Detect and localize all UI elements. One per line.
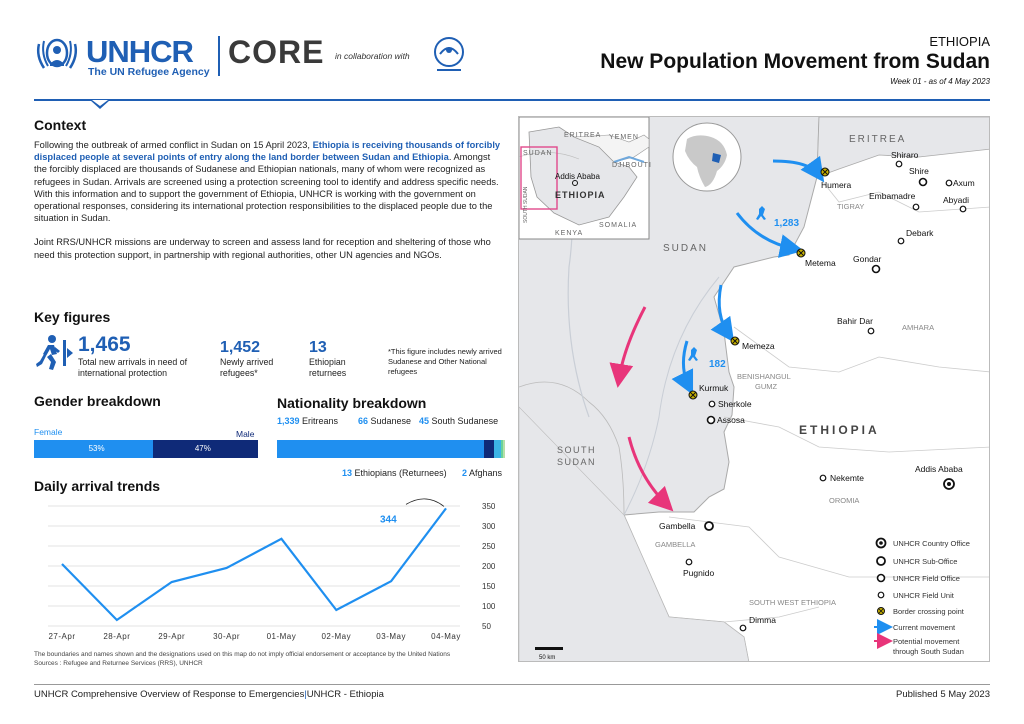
page-title: New Population Movement from Sudan (600, 50, 990, 73)
sudanese-label: Sudanese (370, 416, 412, 426)
region-amhara: AMHARA (902, 323, 935, 332)
place-assosa: Assosa (717, 415, 745, 425)
place-debark: Debark (906, 228, 934, 238)
unhcr-emblem-icon (34, 36, 80, 74)
legend-field-office: UNHCR Field Office (893, 574, 960, 583)
place-pugnido: Pugnido (683, 568, 715, 578)
footer-title: UNHCR Comprehensive Overview of Response to Emergencies|UNHCR - Ethiopia (34, 689, 384, 700)
x-tick-label: 01-May (266, 632, 297, 641)
y-tick-label: 250 (482, 542, 496, 551)
inset-sudan: SUDAN (523, 150, 553, 157)
logo-divider (218, 36, 220, 76)
inset-south-sudan: SOUTH SUDAN (523, 186, 529, 223)
place-axum: Axum (953, 178, 975, 188)
inset-addis: Addis Ababa (555, 172, 600, 181)
place-bahir-dar: Bahir Dar (837, 316, 873, 326)
place-shiraro: Shiraro (891, 150, 919, 160)
header-divider-notch-inner (92, 100, 108, 106)
nationality-legend-sudanese (358, 416, 411, 426)
context-paragraph-2: Joint RRS/UNHCR missions are underway to screen and assess land for reception and sheltering of those who need this protection support, in partnership with regional authorities, other UN agencies and NGOs. (34, 237, 491, 260)
inset-yemen: YEMEN (609, 134, 639, 141)
legend-field-office-icon (878, 575, 885, 582)
legend-sub-office-icon (877, 557, 885, 565)
key-figures-heading: Key figures (34, 309, 111, 325)
x-tick-label: 29-Apr (158, 632, 186, 641)
country-heading: ETHIOPIA (929, 34, 990, 49)
nationality-legend-top (277, 416, 338, 426)
gender-bar-female (34, 440, 153, 458)
place-gambella: Gambella (659, 521, 696, 531)
place-kurmuk: Kurmuk (699, 383, 729, 393)
x-tick-label: 28-Apr (103, 632, 131, 641)
male-pct: 47% (194, 444, 211, 453)
male-label: Male (236, 429, 255, 439)
south-sudanese-value: 45 (419, 416, 430, 426)
y-tick-label: 150 (482, 582, 496, 591)
place-nekemte: Nekemte (830, 473, 865, 483)
legend-current: Current movement (893, 623, 956, 632)
place-shire: Shire (909, 166, 929, 176)
region-oromia: OROMIA (829, 496, 860, 505)
female-pct: 53% (88, 444, 105, 453)
nationality-segment-0 (277, 440, 484, 458)
context-highlight: Ethiopia is receiving thousands of forcibly displaced people at several points of entry along the land border between Sudan and Ethiopia (34, 140, 501, 163)
place-addis-ababa: Addis Ababa (915, 464, 963, 474)
total-arrivals-label: Total new arrivals in need of international protection (78, 357, 188, 378)
annotation-label: 344 (380, 514, 397, 526)
unhcr-tagline: The UN Refugee Agency (88, 66, 210, 78)
map-disclaimer: The boundaries and names shown and the designations used on this map do not imply official endorsement or acceptance by the United Nations Sources : Refugee and Returnee Services (RRS), UNHCR (34, 651, 504, 668)
border-point-kurmuk (689, 391, 697, 399)
place-embamadre: Embamadre (869, 191, 916, 201)
nationality-segment-4 (503, 440, 505, 458)
unhcr-wordmark: UNHCR (86, 34, 193, 69)
rrs-partner-logo-icon (428, 34, 470, 74)
afghans-label: Afghans (469, 468, 503, 478)
map-panel (518, 116, 990, 662)
inset-kenya: KENYA (555, 230, 584, 237)
core-logo: CORE (228, 34, 325, 70)
place-memeza: Memeza (742, 341, 775, 351)
place-humera: Humera (821, 180, 852, 190)
region-south-west: SOUTH WEST ETHIOPIA (749, 598, 836, 607)
nationality-segment-2 (494, 440, 501, 458)
y-tick-label: 200 (482, 562, 496, 571)
running-person-icon (34, 334, 74, 372)
nationality-legend-ssudanese (419, 416, 498, 426)
x-tick-label: 02-May (321, 632, 352, 641)
context-paragraph-1: Following the outbreak of armed conflict in Sudan on 15 April 2023, Ethiopia is receiving thousands of forcibly displaced people at several points of entry along the land border between Sudan and Ethiopia. Amongst the forcibly displaced are thousands of Sudanese and Ethiopian nationals, many of whom were recognized as refugees in Sudan. Arrivals are screened using a protection screening tool to identify and address specific needs. With this information and to support the government of Ethiopia, UNHCR is working with the government on operational responses, considering its international protection responsibilities to the displaced people due to the situation in Sudan. (34, 140, 501, 224)
region-benishangul-1: BENISHANGUL (737, 372, 791, 381)
label-eritrea: ERITREA (849, 134, 907, 145)
nationality-legend-ethiopians (342, 468, 447, 478)
place-abyadi: Abyadi (943, 195, 969, 205)
region-tigray: TIGRAY (837, 202, 865, 211)
context-heading: Context (34, 117, 87, 133)
x-tick-label: 04-May (431, 632, 461, 641)
legend-field-unit: UNHCR Field Unit (893, 591, 954, 600)
legend-potential-2: through South Sudan (893, 647, 964, 656)
y-tick-label: 300 (482, 522, 496, 531)
eritreans-value: 1,339 (277, 416, 300, 426)
legend-sub-office: UNHCR Sub-Office (893, 557, 958, 566)
trend-chart-title: Daily arrival trends (34, 478, 161, 494)
border-point-memeza (731, 337, 739, 345)
border-point-metema (797, 249, 805, 257)
region-benishangul-2: GUMZ (755, 382, 778, 391)
legend-field-unit-icon (878, 592, 884, 598)
south-sudanese-label: South Sudanese (431, 416, 499, 426)
header-divider (34, 99, 990, 101)
gender-heading: Gender breakdown (34, 393, 161, 409)
x-tick-label: 30-Apr (213, 632, 241, 641)
gender-bar-male (153, 440, 258, 458)
map-canvas (519, 117, 990, 662)
collaboration-text: in collaboration with (335, 51, 410, 61)
inset-ethiopia: ETHIOPIA (555, 190, 606, 200)
nationality-legend-afghans (462, 468, 502, 478)
inset-eritrea: ERITREA (564, 132, 602, 139)
place-metema: Metema (805, 258, 836, 268)
label-sudan: SUDAN (663, 243, 709, 254)
label-ethiopia: ETHIOPIA (799, 423, 880, 437)
returnees-value: 13 (309, 339, 327, 356)
female-label: Female (34, 427, 63, 437)
svg-text:182: 182 (709, 359, 726, 370)
region-gambella: GAMBELLA (655, 540, 696, 549)
legend-border-point: Border crossing point (893, 607, 964, 616)
inset-somalia: SOMALIA (599, 222, 638, 229)
sudanese-value: 66 (358, 416, 369, 426)
nationality-bar (277, 440, 503, 458)
x-tick-label: 03-May (376, 632, 406, 641)
figure-footnote: *This figure includes newly arrived Sudanese and Other National refugees (388, 347, 502, 376)
eritreans-label: Eritreans (302, 416, 339, 426)
refugees-value: 1,452 (220, 339, 261, 356)
legend-potential-1: Potential movement (893, 637, 960, 646)
published-date: Published 5 May 2023 (895, 689, 990, 700)
refugees-label: Newly arrived refugees* (220, 357, 274, 378)
x-tick-label: 27-Apr (48, 632, 76, 641)
place-sherkole: Sherkole (718, 399, 752, 409)
place-gondar: Gondar (853, 254, 882, 264)
place-dimma: Dimma (749, 615, 776, 625)
inset-djibouti: DJIBOUTI (612, 162, 652, 169)
ethiopians-label: Ethiopians (Returnees) (354, 468, 447, 478)
nationality-segment-1 (484, 440, 494, 458)
nationality-heading: Nationality breakdown (277, 395, 427, 411)
context-body (34, 139, 502, 273)
daily-arrival-chart (34, 496, 506, 646)
afghans-value: 2 (462, 468, 468, 478)
returnees-label: Ethiopian returnees (309, 357, 347, 378)
ethiopians-value: 13 (342, 468, 353, 478)
gender-bar (34, 440, 258, 458)
label-south-sudan-2: SUDAN (557, 457, 597, 467)
sources-note: Sources : Refugee and Returnee Services (RRS), UNHCR (34, 659, 203, 667)
y-tick-label: 350 (482, 502, 496, 511)
total-arrivals-value: 1,465 (78, 333, 131, 356)
footer-divider (34, 684, 990, 685)
annotation-arrow (406, 499, 444, 507)
report-date: Week 01 - as of 4 May 2023 (890, 77, 990, 86)
label-south-sudan-1: SOUTH (557, 445, 596, 455)
y-tick-label: 100 (482, 602, 496, 611)
y-tick-label: 50 (482, 622, 491, 631)
svg-text:1,283: 1,283 (774, 218, 800, 229)
legend-country-office: UNHCR Country Office (893, 539, 970, 548)
border-point-humera (821, 168, 829, 176)
unhcr-logo (34, 36, 214, 76)
svg-text:50 km: 50 km (539, 655, 556, 661)
